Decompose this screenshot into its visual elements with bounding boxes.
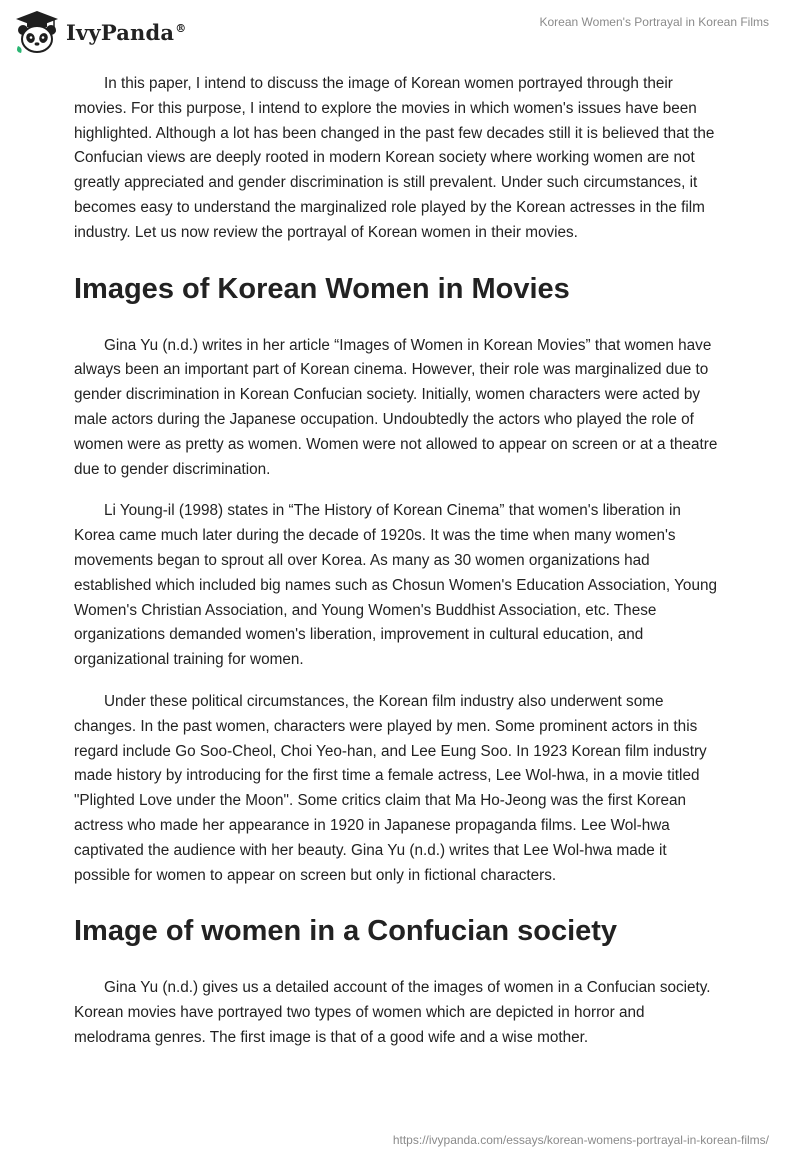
body-paragraph: Li Young-il (1998) states in “The History of Korean Cinema” that women's liberation in Korea came much later during the decade of 1920s. It was the time when many women's movements began to sprout all over Korea. As many as 30 women organizations had established which included big names such as Chosun Women's Education Association, Young Women's Christian Association, and Young Women's Buddhist Association, etc. These organizations demanded women's liberation, improvement in cultural education, and organizational training for women.	[74, 502, 717, 669]
source-url-link[interactable]: https://ivypanda.com/essays/korean-womens-portrayal-in-korean-films/	[392, 1133, 769, 1147]
body-paragraph: Under these political circumstances, the Korean film industry also underwent some changes. In the past women, characters were played by men. Some prominent actors in this regard include Go Soo-Cheol, Choi Yeo-han, and Lee Eung Soo. In 1923 Korean film industry made history by introducing for the first time a female actress, Lee Wol-hwa, in a movie titled "Plighted Love under the Moon". Some critics claim that Ma Ho-Jeong was the first Korean actress who made her appearance in 1920 in Japanese propaganda films. Lee Wol-hwa captivated the audience with her beauty. Gina Yu (n.d.) writes that Lee Wol-hwa made it possible for women to appear on screen but only in fictional characters.	[74, 692, 707, 884]
brand-name: IvyPanda®	[66, 19, 187, 45]
body-paragraph: Gina Yu (n.d.) gives us a detailed account of the images of women in a Confucian society. Korean movies have portrayed two types of women which are depicted in horror and melodrama genres. The first image is that of a good wife and a wise mother.	[74, 979, 711, 1046]
section-heading-images-of-korean-women: Images of Korean Women in Movies	[74, 272, 570, 305]
section-heading-confucian-society: Image of women in a Confucian society	[74, 915, 618, 948]
brand-logo[interactable]	[14, 10, 186, 54]
intro-paragraph: In this paper, I intend to discuss the image of Korean women portrayed through their movies. For this purpose, I intend to explore the movies in which women's issues have been highlighted. Although a lot has been changed in the past few decades still it is believed that the Confucian views are deeply rooted in modern Korean society where working women are not greatly appreciated and gender discrimination is still prevalent. Under such circumstances, it becomes easy to understand the marginalized role played by the Korean actresses in the film industry. Let us now review the portrayal of Korean women in their movies.	[74, 75, 715, 241]
document-title: Korean Women's Portrayal in Korean Films	[539, 15, 769, 29]
essay-body	[74, 72, 724, 1068]
body-paragraph: Gina Yu (n.d.) writes in her article “Images of Women in Korean Movies” that women have always been an important part of Korean cinema. However, their role was marginalized due to gender discrimination in Korean Confucian society. Initially, women characters were acted by male actors during the Japanese occupation. Undoubtedly the actors who played the role of women were as pretty as women. Women were not allowed to appear on screen or at a theatre due to gender discrimination.	[74, 336, 718, 478]
page-header	[0, 0, 800, 60]
panda-graduate-icon	[14, 10, 60, 54]
